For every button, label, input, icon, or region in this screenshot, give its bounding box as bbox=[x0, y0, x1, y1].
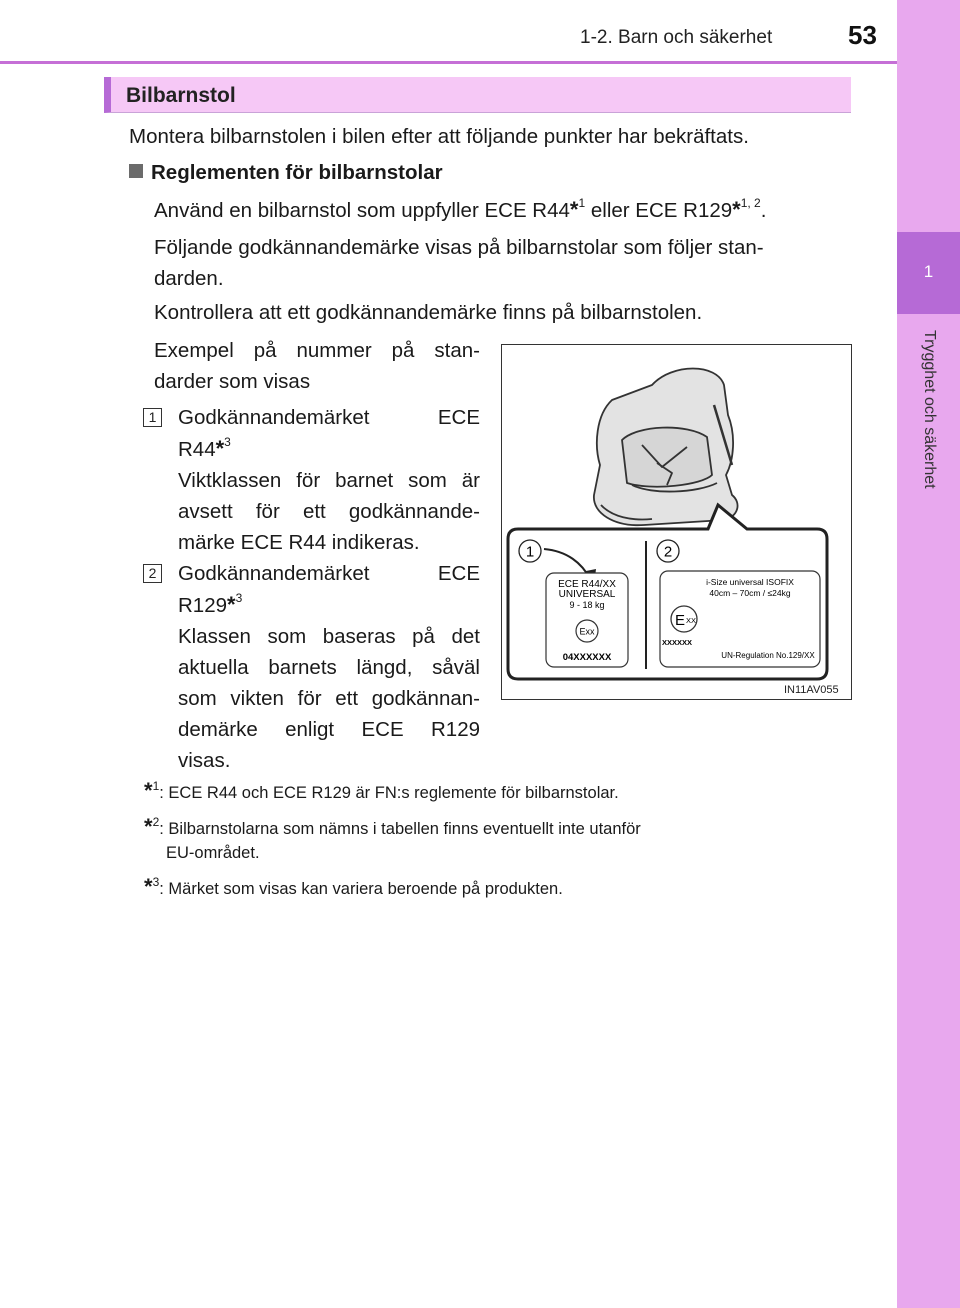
example-caption: Exempel på nummer på stan- darder som visas bbox=[154, 339, 480, 393]
svg-text:ECE R44/XX: ECE R44/XX bbox=[558, 579, 616, 590]
header-rule bbox=[0, 61, 897, 64]
footnote-1: *$^1$: ECE R44 och ECE R129 är FN:s reglemente för bilbarnstolar. bbox=[144, 778, 619, 803]
item-1: Godkännandemärket ECE R44*$^3$ Viktklassen för barnet som är avsett för ett godkännande- märke ECE R44 indikeras. bbox=[178, 406, 480, 554]
svg-text:UNIVERSAL: UNIVERSAL bbox=[558, 589, 616, 600]
svg-text:2: 2 bbox=[663, 543, 673, 561]
square-bullet-icon bbox=[129, 164, 143, 178]
svg-text:XXXXXX: XXXXXX bbox=[661, 638, 693, 647]
regulations-line-1: Använd en bilbarnstol som uppfyller ECE R44*$^1$ eller ECE R129*$^{1, 2}$. bbox=[154, 196, 767, 222]
section-title: Bilbarnstol bbox=[126, 84, 236, 107]
callout-1 bbox=[519, 540, 541, 562]
item-number-box: 1 bbox=[143, 408, 162, 427]
chapter-number: 1 bbox=[923, 262, 934, 281]
regulations-heading: Reglementen för bilbarnstolar bbox=[129, 157, 443, 188]
child-seat-icon bbox=[594, 369, 738, 526]
figure-code: IN11AV055 bbox=[784, 684, 839, 696]
footnote-2: *$^2$: Bilbarnstolarna som nämns i tabellen finns eventuellt inte utanför EU-området. bbox=[144, 814, 641, 862]
svg-text:9 - 18 kg: 9 - 18 kg bbox=[569, 600, 605, 610]
svg-text:Exx: Exx bbox=[579, 626, 595, 637]
footnote-3: *$^3$: Märket som visas kan variera beroende på produkten. bbox=[144, 874, 563, 899]
callout-2 bbox=[657, 540, 679, 562]
child-seat-illustration bbox=[501, 344, 852, 700]
chapter-side-band bbox=[897, 0, 960, 1308]
svg-text:UN-Regulation No.129/XX: UN-Regulation No.129/XX bbox=[721, 651, 815, 660]
page-number: 53 bbox=[848, 20, 877, 50]
svg-text:XX: XX bbox=[685, 616, 697, 625]
running-header-section: 1-2. Barn och säkerhet bbox=[580, 27, 773, 48]
child-seat-drawing bbox=[502, 345, 851, 699]
svg-text:1: 1 bbox=[525, 543, 535, 561]
regulations-line-2: Följande godkännandemärke visas på bilbarnstolar som följer stan- darden. bbox=[154, 236, 764, 290]
svg-text:40cm – 70cm / ≤24kg: 40cm – 70cm / ≤24kg bbox=[709, 588, 791, 598]
svg-text:E: E bbox=[674, 612, 686, 629]
chapter-title: Trygghet och säkerhet bbox=[920, 330, 938, 489]
item-2: Godkännandemärket ECE R129*$^3$ Klassen som baseras på det aktuella barnets längd, såväl som vikten för ett godkännan- demärke enligt ECE R129 visas. bbox=[178, 562, 480, 772]
chapter-title-vertical bbox=[897, 330, 960, 540]
item-number-box: 2 bbox=[143, 564, 162, 583]
svg-text:04XXXXXX: 04XXXXXX bbox=[562, 652, 612, 663]
ece-r129-label bbox=[660, 571, 820, 667]
regulations-line-3: Kontrollera att ett godkännandemärke finns på bilbarnstolen. bbox=[154, 301, 703, 324]
section-intro: Montera bilbarnstolen i bilen efter att följande punkter har bekräftats. bbox=[129, 125, 749, 148]
ece-r44-label bbox=[546, 573, 628, 667]
svg-text:i-Size universal ISOFIX: i-Size universal ISOFIX bbox=[706, 577, 794, 587]
